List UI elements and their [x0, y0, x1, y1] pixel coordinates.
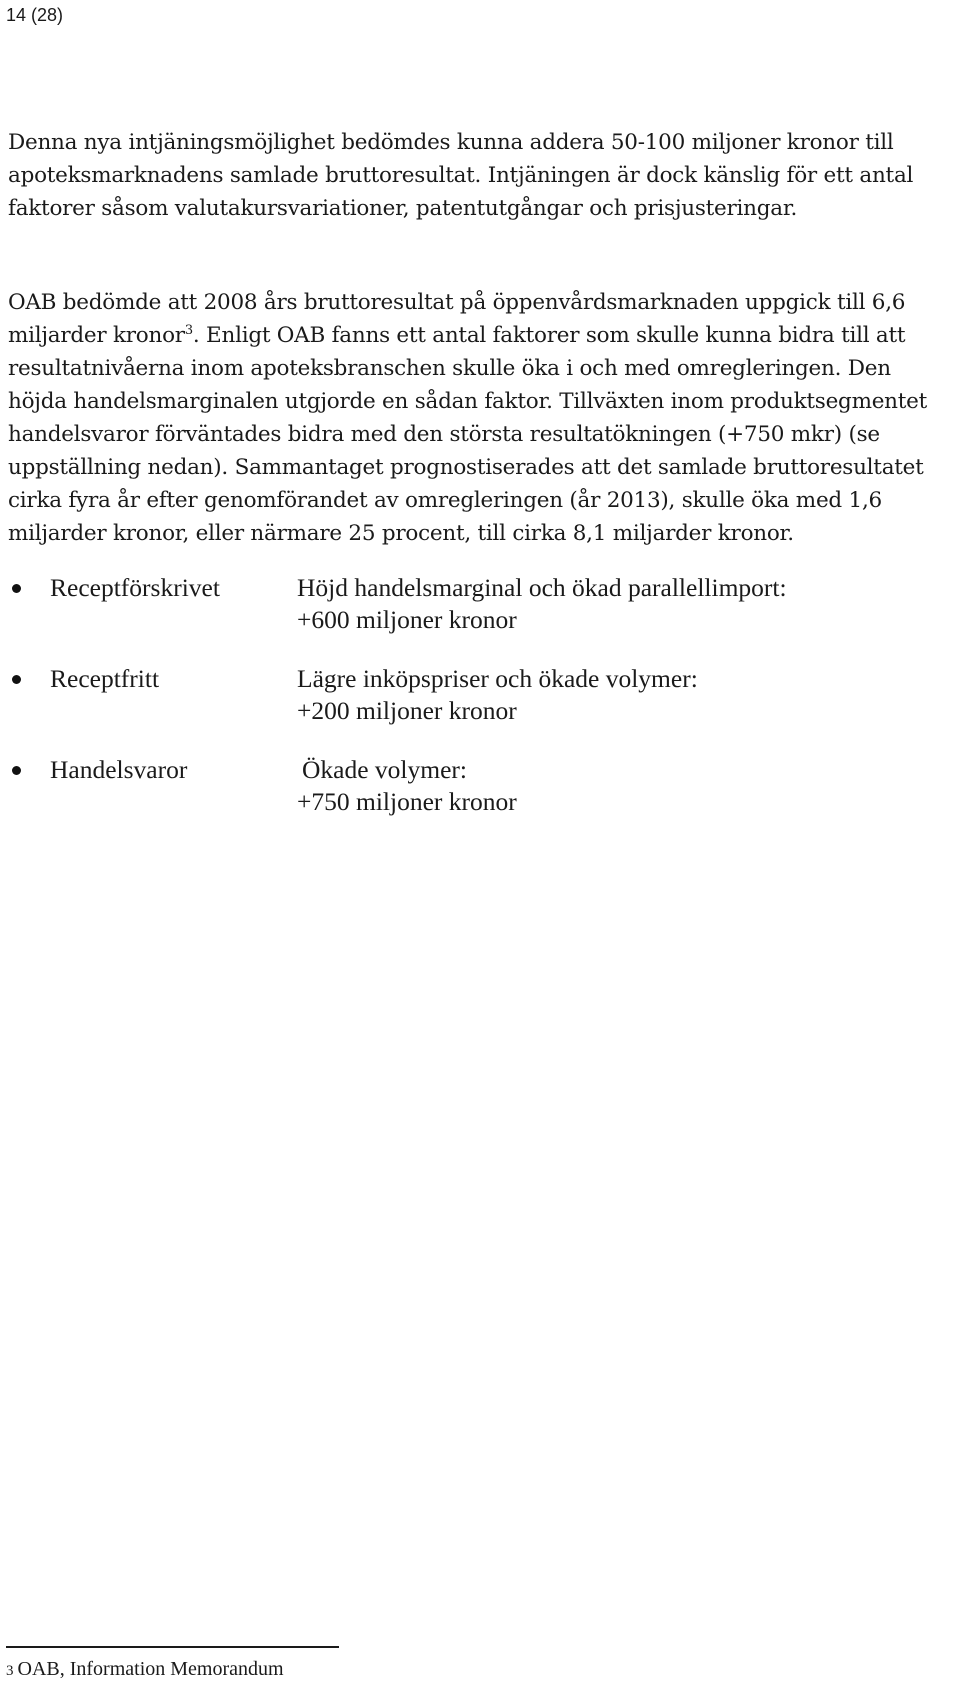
body-paragraph-2: [8, 286, 948, 550]
bullet-description-text: Höjd handelsmarginal och ökad parallellimport:: [297, 573, 787, 602]
paragraph-2-text-b: . Enligt OAB fanns ett antal faktorer som skulle kunna bidra till att resultatnivåerna inom apoteksbranschen skulle öka i och med omregleringen. Den höjda handelsmarginalen utgjorde en sådan faktor. Tillväxten inom produktsegmentet handelsvaror förväntades bidra med den största resultatökningen (+750 mkr) (se uppställning nedan). Sammantaget prognostiserades att det samlade bruttoresultatet cirka fyra år efter genomförandet av omregleringen (år 2013), skulle öka med 1,6 miljarder kronor, eller närmare 25 procent, till cirka 8,1 miljarder kronor.: [8, 323, 928, 546]
list-item: [0, 663, 960, 733]
bullet-dot-icon: [12, 766, 21, 775]
body-paragraph-1: Denna nya intjäningsmöjlighet bedömdes kunna addera 50-100 miljoner kronor till apoteksmarknadens samlade bruttoresultat. Intjäningen är dock känslig för ett antal faktorer såsom valutakursvariationer, patentutgångar och prisjusteringar.: [8, 130, 914, 221]
bullet-description-text: Lägre inköpspriser och ökade volymer:: [297, 664, 698, 693]
paragraph-2-text-a: OAB bedömde att 2008 års bruttoresultat på öppenvårdsmarknaden uppgick till 6,6 miljarder kronor: [8, 290, 906, 348]
bullet-dot-icon: [12, 675, 21, 684]
list-item: [0, 754, 960, 824]
footnote-reference: 3: [184, 323, 193, 338]
bullet-description-text: Ökade volymer:: [302, 755, 467, 784]
bullet-description: [297, 754, 517, 818]
page-number: 14 (28): [6, 5, 64, 25]
bullet-description: [297, 572, 787, 636]
footnote: [6, 1657, 284, 1683]
bullet-category: Receptfritt: [50, 664, 160, 693]
bullet-category: Handelsvaror: [50, 755, 188, 784]
bullet-value: +600 miljoner kronor: [297, 605, 517, 634]
bullet-dot-icon: [12, 584, 21, 593]
bullet-description: [297, 663, 698, 727]
footnote-text: OAB, Information Memorandum: [17, 1658, 284, 1680]
footnote-number: 3: [6, 1663, 14, 1679]
list-item: [0, 572, 960, 642]
bullet-category: Receptförskrivet: [50, 573, 220, 602]
bullet-value: +200 miljoner kronor: [297, 696, 517, 725]
bullet-value: +750 miljoner kronor: [297, 787, 517, 816]
footnote-divider: [6, 1646, 339, 1648]
